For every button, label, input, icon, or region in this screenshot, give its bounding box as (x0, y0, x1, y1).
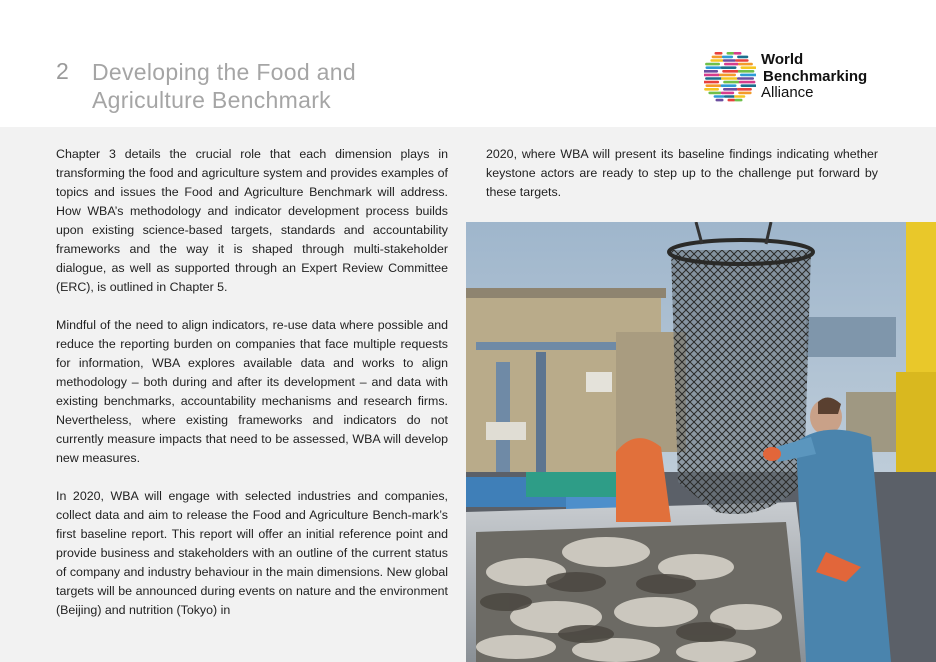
wba-logo (704, 50, 894, 106)
logo-line-world: World (761, 51, 804, 68)
logo-stripe (741, 84, 757, 87)
logo-stripe (724, 95, 735, 98)
paragraph: In 2020, WBA will engage with selected industries and companies, collect data and aim to release the Food and Agriculture Bench-mark’s first baseline report. This report will offer an initial reference point and provide business and stakeholders with an outline of the current status of company and industry behaviour in the main dimensions. New global targets will be announced during events on nature and the environment (Beijing) and nutrition (Tokyo) in (56, 489, 448, 617)
logo-stripe (705, 77, 722, 80)
logo-stripe (712, 56, 723, 59)
logo-stripe (721, 84, 737, 87)
logo-line-alliance: Alliance (761, 84, 814, 101)
logo-stripe (706, 84, 722, 87)
logo-stripe (722, 56, 733, 59)
page-header (0, 0, 936, 127)
logo-stripe (737, 56, 748, 59)
logo-stripe (723, 81, 740, 84)
logo-stripe (735, 59, 748, 62)
logo-stripe (739, 81, 756, 84)
logo-stripe (705, 63, 720, 66)
fish-catch-image (466, 222, 936, 662)
logo-stripe (737, 88, 752, 91)
logo-stripe (706, 66, 722, 69)
logo-wordmark (761, 52, 867, 102)
logo-stripe (723, 59, 736, 62)
wba-logo-mark-icon (704, 50, 756, 104)
chapter-title: Developing the Food and Agriculture Benchmark (92, 59, 356, 113)
logo-stripe (708, 92, 721, 95)
logo-stripe (719, 74, 736, 77)
paragraph: Mindful of the need to align indicators, re-use data where possible and reduce the reporting burden on companies that face multiple requests for information, WBA explores available data and works to align methodology – both during and after its development – and data with existing benchmarks, accountability mechanisms and research firms. Nevertheless, where existing frameworks and indicators do not currently measure impacts that need to be assessed, WBA will develop new measures. (56, 318, 448, 465)
logo-stripe (740, 74, 756, 77)
logo-stripe (704, 88, 719, 91)
logo-stripe (704, 74, 720, 77)
logo-stripe (716, 99, 724, 102)
text-column-left (56, 145, 448, 620)
logo-stripe (721, 92, 734, 95)
logo-stripe (723, 88, 738, 91)
logo-stripe (734, 95, 745, 98)
fishing-photo (466, 222, 936, 662)
paragraph: Chapter 3 details the crucial role that each dimension plays in transforming the food and agriculture system and provides examples of topics and issues the Food and Agriculture Benchmark will address. How WBA’s methodology and indicator development process builds upon existing science-based targets, standards and accountability frameworks and the way it is shaped through multi-stakeholder dialogue, as well as supported through an Expert Review Committee (ERC), is outlined in Chapter 5. (56, 147, 448, 294)
logo-stripe (715, 52, 723, 55)
logo-stripe (738, 70, 755, 73)
logo-stripe (704, 81, 719, 84)
logo-stripe (738, 63, 753, 66)
logo-stripe (710, 59, 723, 62)
paragraph: 2020, where WBA will present its baseline findings indicating whether keystone actors are ready to step up to the challenge put forward by these targets. (486, 147, 878, 199)
logo-stripe (727, 52, 735, 55)
logo-stripe (738, 92, 751, 95)
logo-stripe (721, 77, 738, 80)
logo-stripe (721, 66, 737, 69)
logo-stripe (724, 63, 739, 66)
logo-stripe (741, 66, 757, 69)
logo-line-benchmarking: Benchmarking (763, 67, 868, 85)
logo-stripe (728, 99, 736, 102)
text-column-right (486, 145, 878, 202)
chapter-number: 2 (56, 58, 69, 84)
logo-stripe (704, 70, 718, 73)
logo-stripe (737, 77, 754, 80)
logo-stripe (714, 95, 725, 98)
logo-stripe (735, 99, 743, 102)
logo-stripe (722, 70, 739, 73)
logo-stripe (734, 52, 742, 55)
